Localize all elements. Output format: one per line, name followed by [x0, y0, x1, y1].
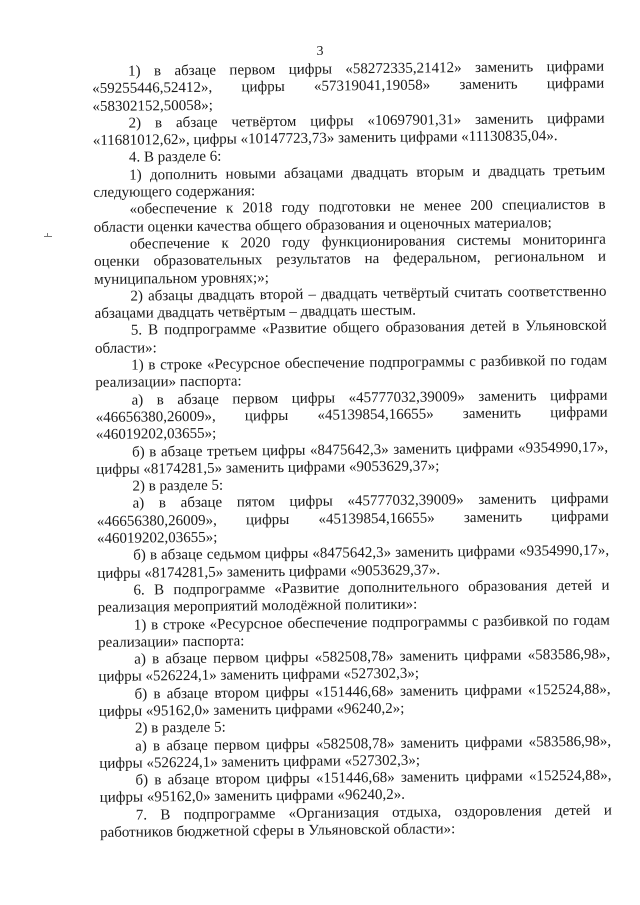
paragraph: 2) в разделе 5: — [132, 477, 224, 495]
paragraph: б) в абзаце втором цифры «151446,68» заменить цифрами «152524,88», цифры «95162,0» заменить цифрами «96240,2»; — [98, 681, 611, 720]
paragraph: 1) в строке «Ресурсное обеспечение подпрограммы с разбивкой по годам реализации» паспорта: — [95, 352, 608, 392]
paragraph: б) в абзаце седьмом цифры «8475642,3» заменить цифрами «9354990,17», цифры «8174281,5» заменить цифрами «9053629,37». — [97, 542, 610, 582]
section-heading: 7. В подпрограмме «Организация отдыха, оздоровления детей и работников бюджетной сферы в Ульяновской области»: — [99, 802, 612, 842]
paragraph: 1) в абзаце первом цифры «58272335,21412» заменить цифрами «59255446,52412», цифры «57319041,19058» заменить цифрами «58302152,50058»; — [92, 58, 605, 115]
paragraph: а) в абзаце первом цифры «582508,78» заменить цифрами «583586,98», цифры «526224,1» заменить цифрами «527302,3»; — [98, 646, 611, 686]
section-heading: 6. В подпрограмме «Развитие дополнительного образования детей и реализация мероприятий молодёжной политики»: — [97, 577, 610, 617]
paragraph: 2) в абзаце четвёртом цифры «10697901,31» заменить цифрами «11681012,62», цифры «10147723,73» заменить цифрами «11130835,04». — [92, 110, 605, 150]
scan-artifact — [47, 233, 48, 237]
section-heading: 4. В разделе 6: — [128, 149, 222, 167]
section-heading: 5. В подпрограмме «Развитие общего образования детей в Ульяновской области»: — [94, 318, 607, 357]
document-body — [92, 59, 612, 843]
paragraph: а) в абзаце пятом цифры «45777032,39009» заменить цифрами «46656380,26009», цифры «45139854,16655» заменить цифрами «46019202,03655»; — [96, 491, 609, 547]
paragraph: 2) в разделе 5: — [134, 719, 226, 737]
paragraph: обеспечение к 2020 году функционирования системы мониторинга оценки образовательных результатов на федеральном, региональном и муниципальном уровнях;»; — [93, 231, 607, 288]
paragraph: а) в абзаце первом цифры «582508,78» заменить цифрами «583586,98», цифры «526224,1» заменить цифрами «527302,3»; — [99, 733, 612, 772]
paragraph: б) в абзаце третьем цифры «8475642,3» заменить цифрами «9354990,17», цифры «8174281,5» заменить цифрами «9053629,37»; — [96, 439, 609, 478]
paragraph: б) в абзаце втором цифры «151446,68» заменить цифрами «152524,88», цифры «95162,0» заменить цифрами «96240,2». — [99, 767, 612, 807]
paragraph: а) в абзаце первом цифры «45777032,39009» заменить цифрами «46656380,26009», цифры «45139854,16655» заменить цифрами «46019202,03655»; — [95, 387, 608, 444]
paragraph: 2) абзацы двадцать второй – двадцать четвёртый считать соответственно абзацами двадцать четвёртым – двадцать шестым. — [94, 283, 607, 323]
paragraph: «обеспечение к 2018 году подготовки не менее 200 специалистов в области оценки качества общего образования и оценочных материалов; — [93, 197, 606, 236]
paragraph: 1) в строке «Ресурсное обеспечение подпрограммы с разбивкой по годам реализации» паспорта: — [97, 612, 610, 651]
paragraph: 1) дополнить новыми абзацами двадцать вторым и двадцать третьим следующего содержания: — [93, 162, 606, 202]
scan-artifact — [44, 236, 52, 237]
page-number: 3 — [316, 44, 324, 59]
